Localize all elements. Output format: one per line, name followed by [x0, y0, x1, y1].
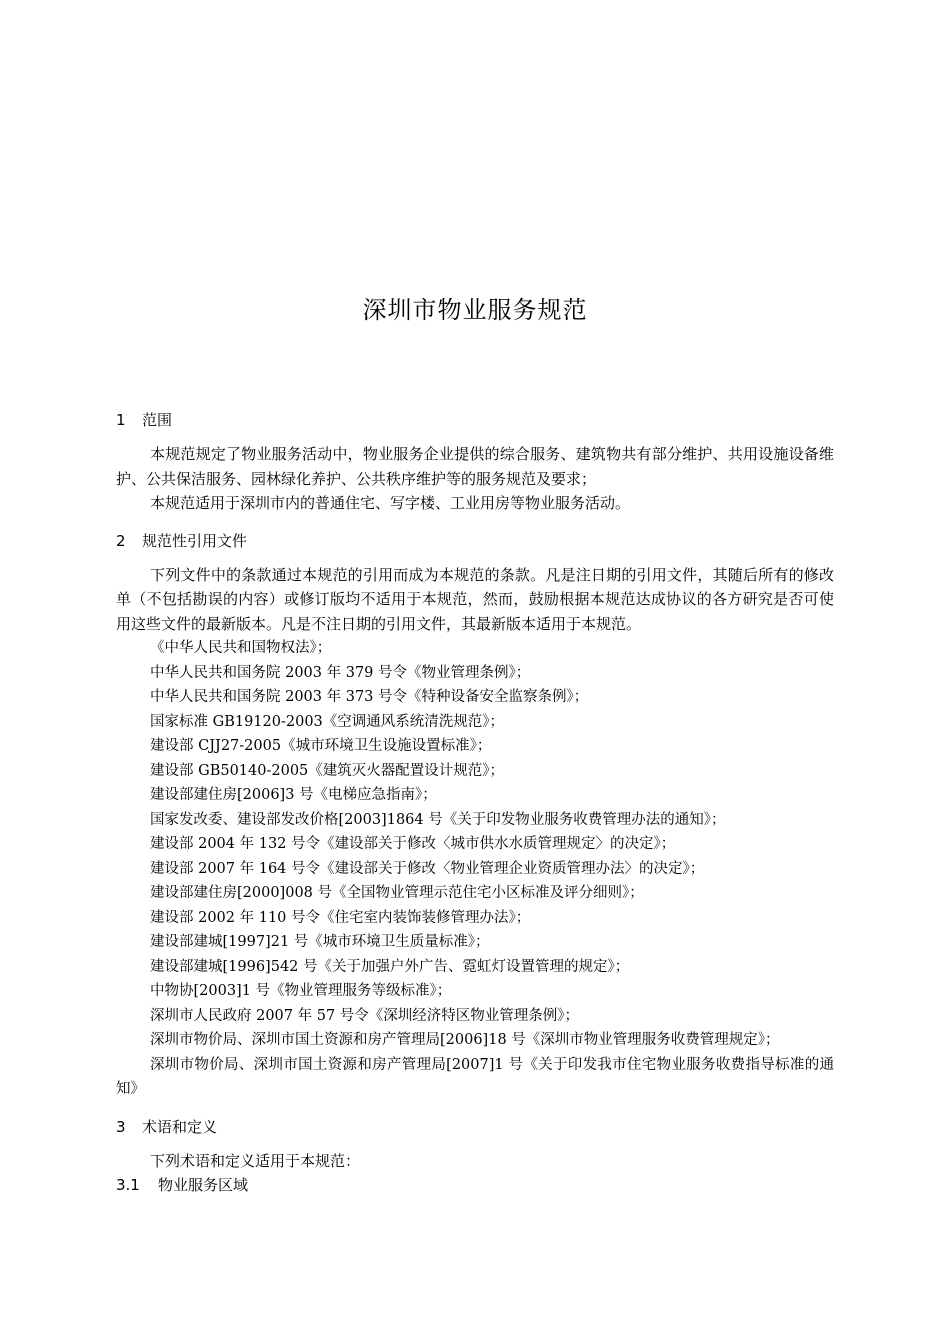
reference-item: 《中华人民共和国物权法》；	[150, 640, 332, 656]
reference-item: 建设部 2004 年 132 号令《建设部关于修改〈城市供水水质管理规定〉的决定》；	[150, 836, 676, 852]
subsection-number: 3.1	[116, 1176, 140, 1194]
reference-item: 中华人民共和国务院 2003 年 379 号令《物业管理条例》；	[150, 664, 531, 681]
section-title: 规范性引用文件	[142, 531, 248, 550]
reference-item: 国家发改委、建设部发改价格[2003]1864 号《关于印发物业服务收费管理办法的通知》；	[150, 811, 726, 828]
section-heading-terms-definitions	[116, 1115, 834, 1139]
paragraph: 本规范适用于深圳市内的普通住宅、写字楼、工业用房等物业服务活动。	[150, 494, 631, 512]
reference-item: 深圳市人民政府 2007 年 57 号令《深圳经济特区物业管理条例》；	[150, 1007, 580, 1024]
section-title: 范围	[142, 411, 173, 429]
reference-item: 建设部 2007 年 164 号令《建设部关于修改〈物业管理企业资质管理办法〉的决定》；	[150, 860, 705, 877]
reference-item: 建设部建城[1996]542 号《关于加强户外广告、霓虹灯设置管理的规定》；	[150, 958, 630, 975]
section-number: 3	[116, 1117, 126, 1136]
section-heading-scope	[116, 408, 834, 432]
reference-item: 深圳市物价局、深圳市国土资源和房产管理局[2007]1 号《关于印发我市住宅物业服务收费指导标准的通知》	[116, 1056, 834, 1097]
reference-item: 建设部建住房[2000]008 号《全国物业管理示范住宅小区标准及评分细则》；	[150, 885, 644, 901]
section-title: 术语和定义	[142, 1117, 218, 1136]
section-number: 1	[116, 411, 126, 429]
paragraph: 下列文件中的条款通过本规范的引用而成为本规范的条款。凡是注日期的引用文件，其随后所有的修改单（不包括勘误的内容）或修订版均不适用于本规范，然而，鼓励根据本规范达成协议的各方研究是否可使用这些文件的最新版本。凡是不注日期的引用文件，其最新版本适用于本规范。	[116, 565, 834, 633]
reference-item: 建设部 CJJ27-2005《城市环境卫生设施设置标准》；	[150, 738, 492, 754]
subsection-heading-service-area	[116, 1173, 834, 1197]
document-body	[116, 408, 834, 1197]
reference-item: 中物协[2003]1 号《物业管理服务等级标准》；	[150, 983, 452, 999]
reference-item: 建设部 GB50140-2005《建筑灭火器配置设计规范》；	[150, 762, 505, 779]
paragraph: 本规范规定了物业服务活动中，物业服务企业提供的综合服务、建筑物共有部分维护、共用设施设备维护、公共保洁服务、园林绿化养护、公共秩序维护等的服务规范及要求；	[116, 445, 834, 488]
paragraph: 下列术语和定义适用于本规范：	[150, 1151, 361, 1170]
reference-item: 建设部 2002 年 110 号令《住宅室内装饰装修管理办法》；	[150, 909, 531, 926]
reference-item: 深圳市物价局、深圳市国土资源和房产管理局[2006]18 号《深圳市物业管理服务收费管理规定》；	[150, 1032, 780, 1048]
section-number: 2	[116, 531, 126, 550]
document-title: 深圳市物业服务规范	[362, 296, 588, 324]
reference-item: 国家标准 GB19120-2003《空调通风系统清洗规范》；	[150, 713, 505, 730]
section-heading-normative-references	[116, 529, 834, 553]
subsection-title: 物业服务区域	[158, 1176, 249, 1194]
reference-item: 中华人民共和国务院 2003 年 373 号令《特种设备安全监察条例》；	[150, 689, 589, 705]
reference-item: 建设部建住房[2006]3 号《电梯应急指南》；	[150, 787, 437, 803]
reference-item: 建设部建城[1997]21 号《城市环境卫生质量标准》；	[150, 934, 490, 950]
